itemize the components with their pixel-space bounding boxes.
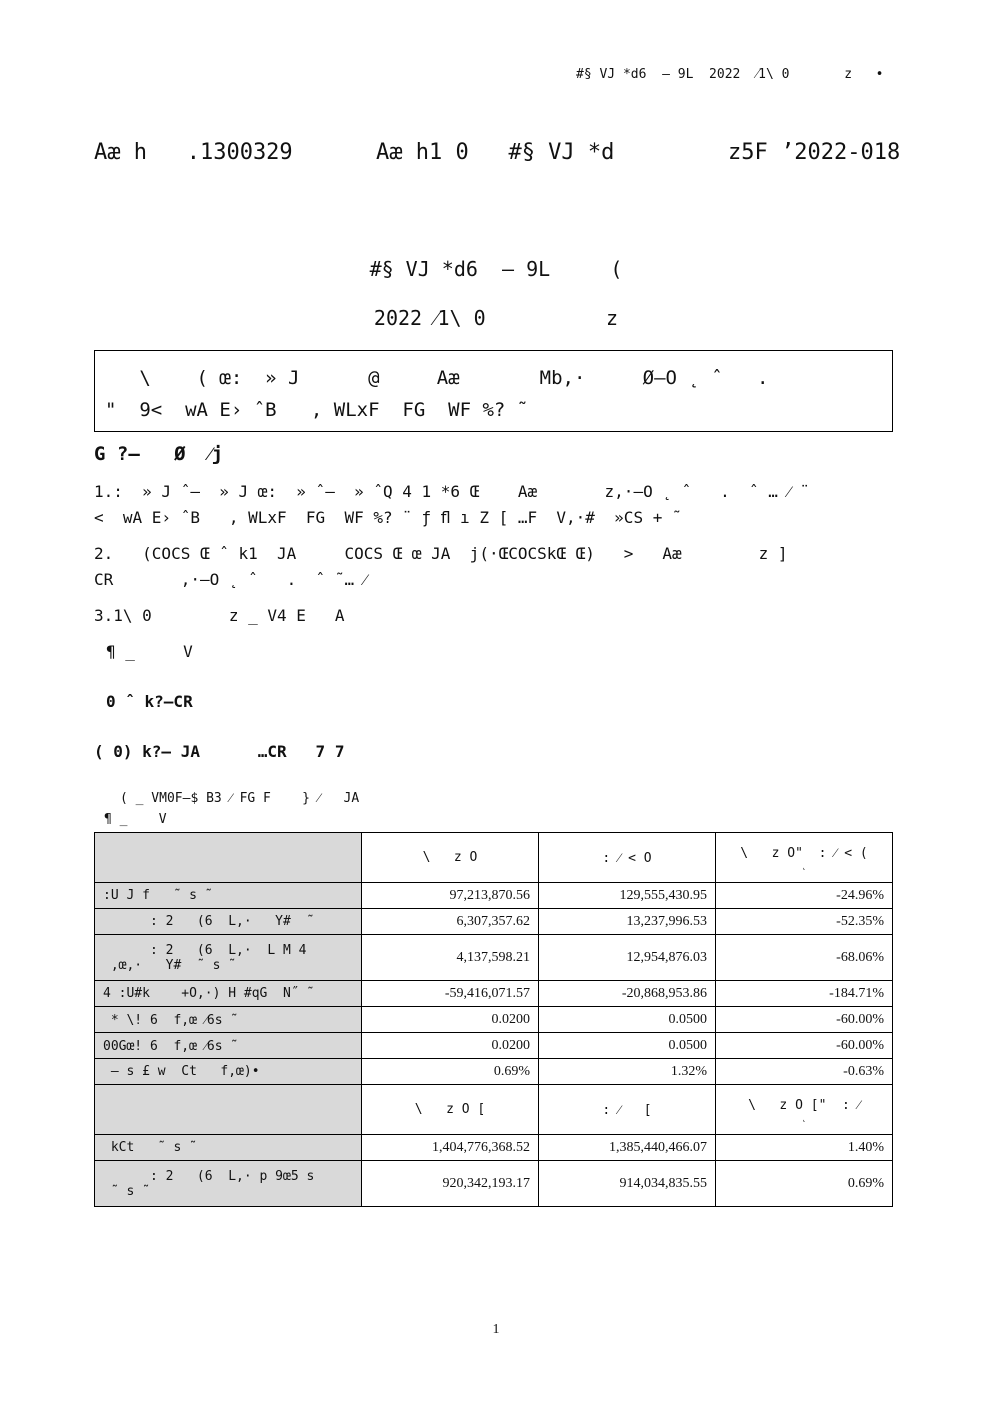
row-label-cell: – s £ w Ct f,œ)• [95,1059,362,1085]
unit-note: ¶ _ V [104,812,167,827]
value-cell-cur: 6,307,357.62 [362,909,539,935]
running-header: #§ VJ *d6 – 9L 2022 ⁄1\ 0 z • [576,67,884,82]
item3-line1: 3.1\ 0 z _ V4 E A [94,606,345,625]
value-cell-chg: 0.69% [716,1161,893,1207]
section2-sub-heading: ( 0) k?– JA …CR 7 7 [94,742,345,761]
value-cell-chg: -0.63% [716,1059,893,1085]
value-cell-prev: 129,555,430.95 [539,883,716,909]
notice-box-line2: " 9< wA E› ˆB , WLxF FG WF %? ˜ [105,399,529,421]
financial-table [94,832,893,1207]
value-cell-cur: 0.69% [362,1059,539,1085]
item1-line1: 1.: » J ˆ– » J œ: » ˆ– » ˆQ 4 1 *6 Œ Aæ z,·–O ˛ ˆ . ˆ … ⁄ ¨ [94,482,810,501]
value-cell-prev: 12,954,876.03 [539,935,716,981]
value-cell-prev: 13,237,996.53 [539,909,716,935]
header-cell-line2: ˛ [801,1112,807,1123]
item2-line2: CR ,·–O ˛ ˆ . ˆ ˜… ⁄ [94,570,367,589]
table-row [95,909,893,935]
table-header-row [95,833,893,883]
value-cell-chg: -24.96% [716,883,893,909]
header-cell [95,1085,362,1135]
stock-code: Aæ h .1300329 [94,140,293,165]
item1-line2: < wA E› ˆB , WLxF FG WF %? ¨ ƒ ﬂ ı Z [ …F V,·# »CS + ˜ [94,508,682,527]
item2-line1: 2. (COCS Œ ˆ k1 JA COCS Œ œ JA j(·ŒCOCSkŒ Œ) > Aæ z ] [94,544,788,563]
header-cell [716,1085,893,1135]
header-cell: : ⁄ < O [539,833,716,883]
row-label-cell: 4 :U#k +O,·) H #qG N˝ ˜ [95,981,362,1007]
value-cell-prev: 1,385,440,466.07 [539,1135,716,1161]
document-title-line2: 2022 ⁄1\ 0 z [373,306,619,330]
notice-box [94,350,893,432]
value-cell-chg: -60.00% [716,1007,893,1033]
table-row [95,981,893,1007]
value-cell-cur: 0.0200 [362,1033,539,1059]
value-cell-chg: 1.40% [716,1135,893,1161]
value-cell-prev: -20,868,953.86 [539,981,716,1007]
document-title-line1: #§ VJ *d6 – 9L ( [369,257,623,281]
header-cell: : ⁄ [ [539,1085,716,1135]
table-row [95,1161,893,1207]
stock-abbreviation: Aæ h1 0 #§ VJ *d [376,140,615,165]
page-number: 1 [492,1322,500,1337]
value-cell-prev: 914,034,835.55 [539,1161,716,1207]
row-label-cell: : 2 (6 L,· L M 4 ,œ,· Y# ˜ s ˜ [95,935,362,981]
value-cell-prev: 0.0500 [539,1007,716,1033]
value-cell-chg: -68.06% [716,935,893,981]
header-cell [716,833,893,883]
row-label-cell: kCt ˜ s ˜ [95,1135,362,1161]
header-cell-line1: \ z O [" : ⁄ [748,1097,860,1113]
table-row [95,1007,893,1033]
row-label-cell: 00Gœ! 6 f,œ ⁄6s ˜ [95,1033,362,1059]
row-label-cell: * \! 6 f,œ ⁄6s ˜ [95,1007,362,1033]
value-cell-chg: -52.35% [716,909,893,935]
value-cell-cur: 97,213,870.56 [362,883,539,909]
header-cell-line1: \ z O" : ⁄ < ( [740,845,868,861]
table-row [95,1135,893,1161]
value-cell-prev: 1.32% [539,1059,716,1085]
value-cell-chg: -184.71% [716,981,893,1007]
table-row [95,1033,893,1059]
row-label-cell: :U J f ˜ s ˜ [95,883,362,909]
table-row [95,1059,893,1085]
notice-number: z5F ’2022-018 [728,140,901,165]
value-cell-prev: 0.0500 [539,1033,716,1059]
notice-box-line1: \ ( œ: » J @ Aæ Mb,· Ø–O ˛ ˆ . [105,367,769,389]
section1-heading: G ?– Ø ⁄j [94,443,224,465]
table-row [95,935,893,981]
value-cell-cur: -59,416,071.57 [362,981,539,1007]
header-cell: \ z O [ [362,1085,539,1135]
section2-heading: 0 ˆ k?–CR [106,692,193,711]
header-cell-line2: ˛ [801,860,807,871]
value-cell-cur: 920,342,193.17 [362,1161,539,1207]
table-row [95,883,893,909]
section1-note: ¶ _ V [106,642,193,661]
value-cell-cur: 0.0200 [362,1007,539,1033]
value-cell-cur: 4,137,598.21 [362,935,539,981]
header-cell: \ z O [362,833,539,883]
row-label-cell: : 2 (6 L,· p 9œ5 s ˜ s ˜ [95,1161,362,1207]
value-cell-cur: 1,404,776,368.52 [362,1135,539,1161]
header-cell [95,833,362,883]
row-label-cell: : 2 (6 L,· Y# ˜ [95,909,362,935]
table-caption: ( _ VM0F–$ B3 ⁄ FG F } ⁄ JA [120,791,360,806]
table-header-row [95,1085,893,1135]
value-cell-chg: -60.00% [716,1033,893,1059]
